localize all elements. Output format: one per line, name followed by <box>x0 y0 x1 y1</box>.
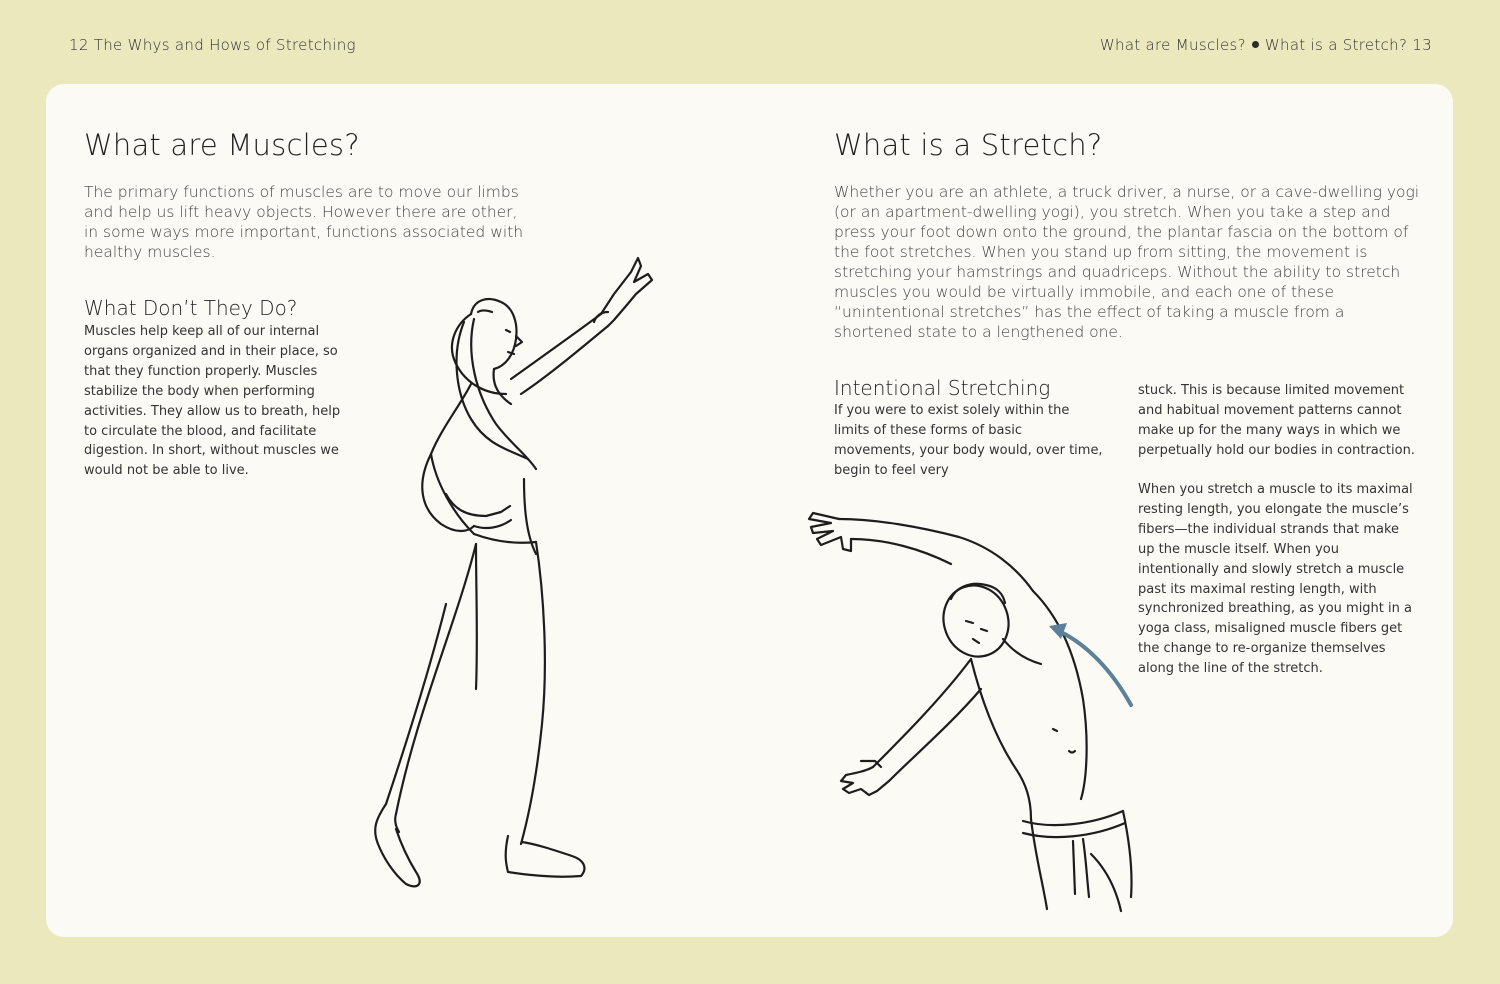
running-head-right <box>1100 36 1432 54</box>
page-panel <box>46 84 1453 937</box>
left-page-body: Muscles help keep all of our internal organs organized and in their place, so that they function properly. Muscles stabilize the body when performing activities. They allow us to breath, help to circulate the blood, and facilitate digestion. In short, without muscles we would not be able to live. <box>84 324 341 479</box>
right-page-title: What is a Stretch? <box>834 128 1103 162</box>
standing-woman-illustration <box>296 244 676 904</box>
left-page-title: What are Muscles? <box>84 128 360 162</box>
left-page-lead: The primary functions of muscles are to move our limbs and help us lift heavy objects. However there are other, in some ways more important, functions associated with healthy muscles. <box>84 183 524 261</box>
intentional-stretching-column-1: If you were to exist solely within the limits of these forms of basic movements, your body would, over time, begin to feel very <box>834 403 1103 478</box>
intentional-stretching-column-2-para-1: stuck. This is because limited movement and habitual movement patterns cannot make up for the many ways in which we perpetually hold our bodies in contraction. <box>1138 383 1415 458</box>
running-head-left: 12 The Whys and Hows of Stretching <box>69 36 356 54</box>
running-head-right-second: What is a Stretch? 13 <box>1264 36 1432 54</box>
left-page-subheading: What Don’t They Do? <box>84 296 298 320</box>
side-stretch-man-illustration <box>791 499 1151 914</box>
running-head-right-first: What are Muscles? <box>1099 36 1246 54</box>
right-page-subheading: Intentional Stretching <box>834 376 1051 400</box>
bullet-dot-icon <box>1252 41 1259 48</box>
intentional-stretching-column-2-para-2: When you stretch a muscle to its maximal resting length, you elongate the muscle’s fibers—the individual strands that make up the muscle itself. When you intentionally and slowly stretch a muscle past its maximal resting length, with synchronized breathing, as you might in a yoga class, misaligned muscle fibers get the change to re-organize themselves along the line of the stretch. <box>1138 482 1413 677</box>
right-page-lead: Whether you are an athlete, a truck driver, a nurse, or a cave-dwelling yogi (or an apartment-dwelling yogi), you stretch. When you take a step and press your foot down onto the ground, the plantar fascia on the bottom of the foot stretches. When you stand up from sitting, the movement is stretching your hamstrings and quadriceps. Without the ability to stretch muscles you would be virtually immobile, and each one of these “unintentional stretches” has the effect of taking a muscle from a shortened state to a lengthened one. <box>834 183 1420 341</box>
